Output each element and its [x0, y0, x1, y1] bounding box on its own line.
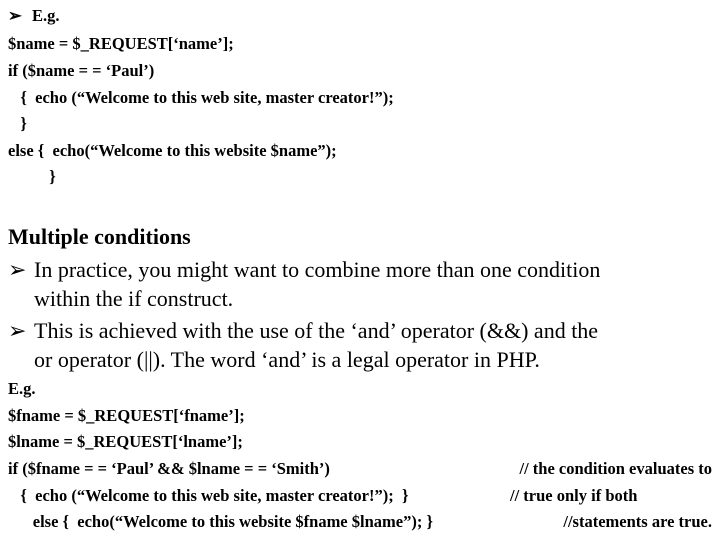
- code-line: { echo (“Welcome to this web site, master creator!”); }: [8, 486, 409, 505]
- bullet-text-continued: within the if construct.: [34, 286, 234, 311]
- code-line: }: [8, 114, 27, 133]
- code-line: $lname = $_REQUEST[‘lname’];: [8, 432, 243, 451]
- code-comment: // true only if both: [510, 486, 638, 505]
- code-comment: // the condition evaluates to: [519, 459, 712, 478]
- code-line: if ($name = = ‘Paul’): [8, 61, 155, 80]
- code-line: else { echo(“Welcome to this website $name”);: [8, 141, 337, 160]
- code-line: $fname = $_REQUEST[‘fname’];: [8, 406, 245, 425]
- bullet-text-continued: or operator (||). The word ‘and’ is a legal operator in PHP.: [34, 347, 540, 372]
- bullet-arrow-icon: ➢: [8, 318, 27, 343]
- example1-heading-text: E.g.: [32, 6, 60, 25]
- example2-heading: E.g.: [8, 379, 36, 398]
- bullet-arrow-icon: ➢: [8, 257, 27, 282]
- bullet-item: [8, 318, 598, 344]
- code-line: if ($fname = = ‘Paul’ && $lname = = ‘Smith’): [8, 459, 330, 478]
- section-title: Multiple conditions: [8, 224, 191, 249]
- example1-heading: [8, 6, 60, 25]
- code-line: $name = $_REQUEST[‘name’];: [8, 34, 234, 53]
- bullet-text: In practice, you might want to combine more than one condition: [34, 257, 601, 282]
- bullet-arrow-icon: ➢: [8, 6, 22, 25]
- code-line: { echo (“Welcome to this web site, master creator!”);: [8, 88, 394, 107]
- code-line: else { echo(“Welcome to this website $fname $lname”); }: [8, 512, 433, 531]
- code-comment: //statements are true.: [563, 512, 712, 531]
- bullet-text: This is achieved with the use of the ‘and’ operator (&&) and the: [34, 318, 599, 343]
- code-line: }: [8, 167, 56, 186]
- bullet-item: [8, 257, 600, 283]
